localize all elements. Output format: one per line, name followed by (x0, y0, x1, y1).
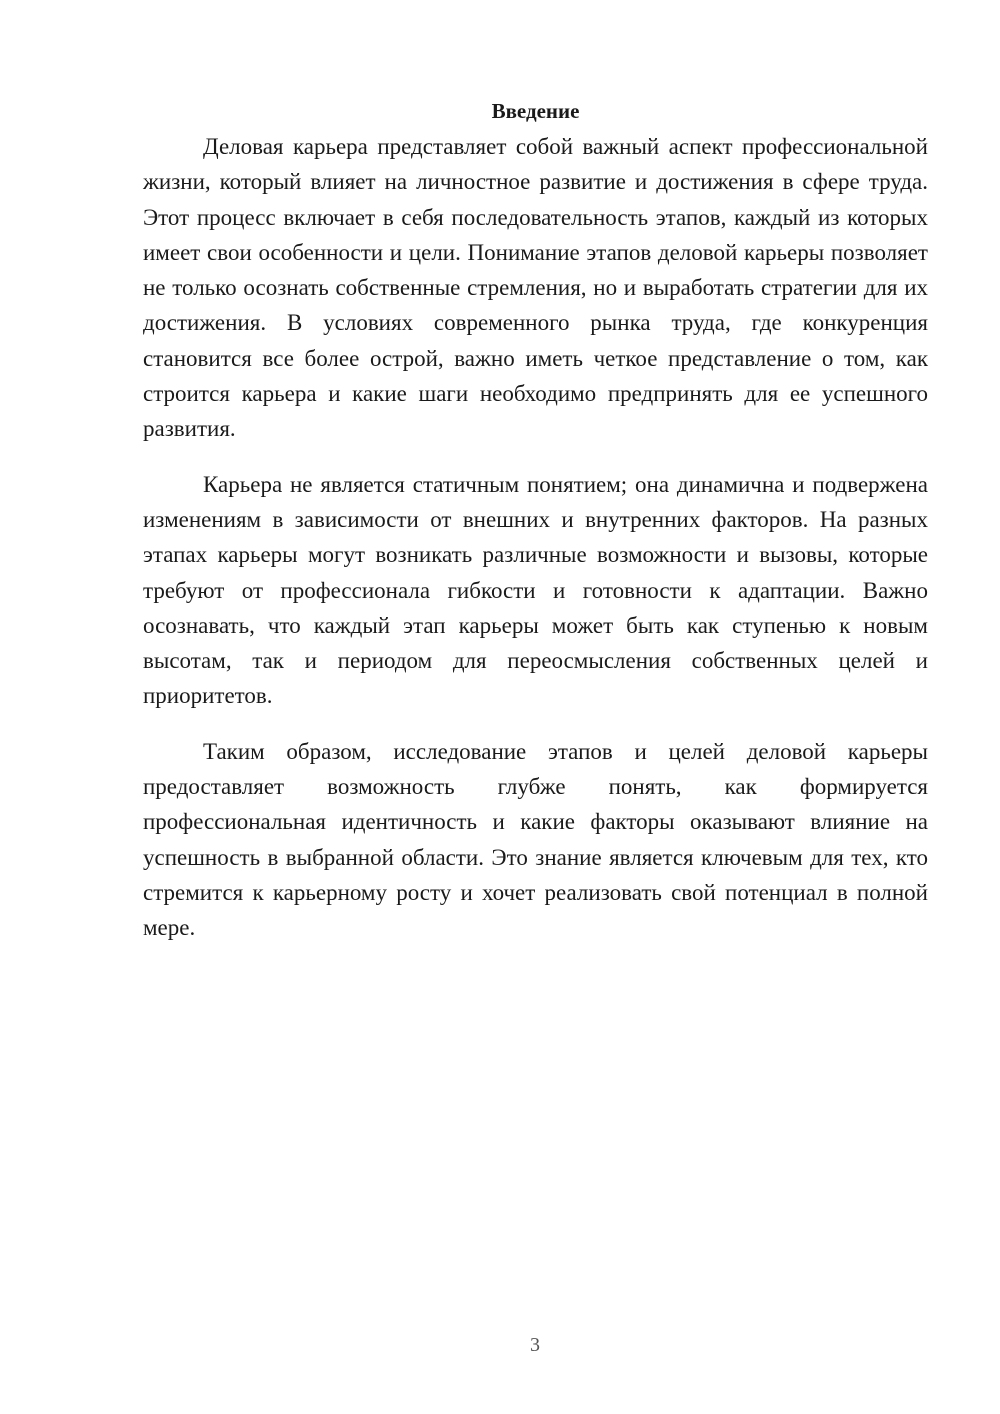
document-page (143, 96, 928, 966)
paragraph-3: Таким образом, исследование этапов и целей деловой карьеры предоставляет возможность глубже понять, как формируется профессиональная идентичность и какие факторы оказывают влияние на успешность в выбранной области. Это знание является ключевым для тех, кто стремится к карьерному росту и хочет реализовать свой потенциал в полной мере. (143, 738, 928, 941)
section-title: Введение (491, 99, 580, 123)
paragraph-2: Карьера не является статичным понятием; она динамична и подвержена изменениям в зависимости от внешних и внутренних факторов. На разных этапах карьеры могут возникать различные возможности и вызовы, которые требуют от профессионала гибкости и готовности к адаптации. Важно осознавать, что каждый этап карьеры может быть как ступенью к новым высотам, так и периодом для переосмысления собственных целей и приоритетов. (143, 471, 928, 709)
paragraph-1: Деловая карьера представляет собой важный аспект профессиональной жизни, который влияет на личностное развитие и достижения в сфере труда. Этот процесс включает в себя последовательность этапов, каждый из которых имеет свои особенности и цели. Понимание этапов деловой карьеры позволяет не только осознать собственные стремления, но и выработать стратегии для их достижения. В условиях современного рынка труда, где конкуренция становится все более острой, важно иметь четкое представление о том, как строится карьера и какие шаги необходимо предпринять для ее успешного развития. (143, 134, 928, 442)
page-number: 3 (530, 1334, 540, 1356)
